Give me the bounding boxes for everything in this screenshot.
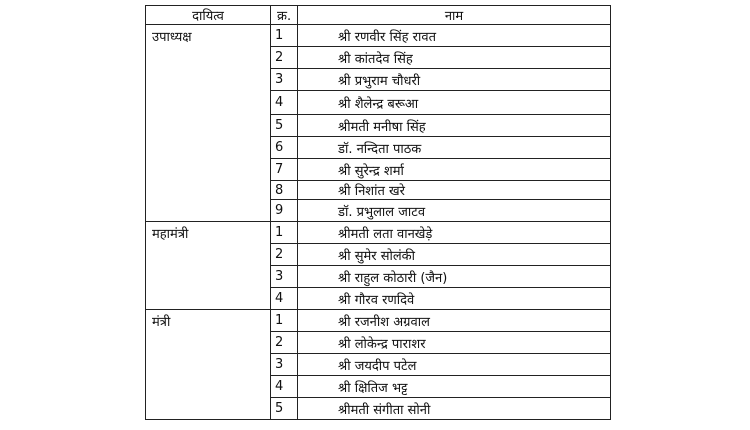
serial-number-cell: 1 — [271, 310, 298, 332]
member-name-cell: श्री प्रभुराम चौधरी — [298, 69, 611, 91]
serial-number-cell: 2 — [271, 332, 298, 354]
member-name-cell: डॉ. नन्दिता पाठक — [298, 137, 611, 159]
member-name-cell: श्री राहुल कोठारी (जैन) — [298, 266, 611, 288]
serial-number-cell: 2 — [271, 47, 298, 69]
member-name-cell: श्रीमती लता वानखेड़े — [298, 222, 611, 244]
member-name-cell: श्री कांतदेव सिंह — [298, 47, 611, 69]
office-bearers-table — [145, 5, 611, 420]
serial-number-cell: 3 — [271, 69, 298, 91]
member-name-cell: श्रीमती मनीषा सिंह — [298, 115, 611, 137]
member-name-cell: श्री निशांत खरे — [298, 181, 611, 200]
serial-number-cell: 5 — [271, 115, 298, 137]
member-name-cell: श्री रणवीर सिंह रावत — [298, 25, 611, 47]
serial-number-cell: 7 — [271, 159, 298, 181]
serial-number-cell: 3 — [271, 354, 298, 376]
member-name-cell: श्रीमती संगीता सोनी — [298, 398, 611, 420]
member-name-cell: डॉ. प्रभुलाल जाटव — [298, 200, 611, 222]
table-row — [146, 222, 611, 244]
header-number: क्र. — [271, 6, 298, 25]
member-name-cell: श्री जयदीप पटेल — [298, 354, 611, 376]
member-name-cell: श्री सुरेन्द्र शर्मा — [298, 159, 611, 181]
serial-number-cell: 9 — [271, 200, 298, 222]
header-row — [146, 6, 611, 25]
header-role: दायित्व — [146, 6, 271, 25]
member-name-cell: श्री गौरव रणदिवे — [298, 288, 611, 310]
serial-number-cell: 3 — [271, 266, 298, 288]
role-cell: मंत्री — [146, 310, 271, 420]
table-body — [146, 25, 611, 420]
table-row — [146, 25, 611, 47]
serial-number-cell: 1 — [271, 25, 298, 47]
serial-number-cell: 8 — [271, 181, 298, 200]
header-name: नाम — [298, 6, 611, 25]
table-row — [146, 310, 611, 332]
serial-number-cell: 4 — [271, 376, 298, 398]
serial-number-cell: 1 — [271, 222, 298, 244]
serial-number-cell: 4 — [271, 288, 298, 310]
member-name-cell: श्री क्षितिज भट्ट — [298, 376, 611, 398]
member-name-cell: श्री लोकेन्द्र पाराशर — [298, 332, 611, 354]
serial-number-cell: 6 — [271, 137, 298, 159]
role-cell: महामंत्री — [146, 222, 271, 310]
member-name-cell: श्री सुमेर सोलंकी — [298, 244, 611, 266]
serial-number-cell: 2 — [271, 244, 298, 266]
member-name-cell: श्री रजनीश अग्रवाल — [298, 310, 611, 332]
member-name-cell: श्री शैलेन्द्र बरूआ — [298, 91, 611, 115]
serial-number-cell: 4 — [271, 91, 298, 115]
role-cell: उपाध्यक्ष — [146, 25, 271, 222]
serial-number-cell: 5 — [271, 398, 298, 420]
